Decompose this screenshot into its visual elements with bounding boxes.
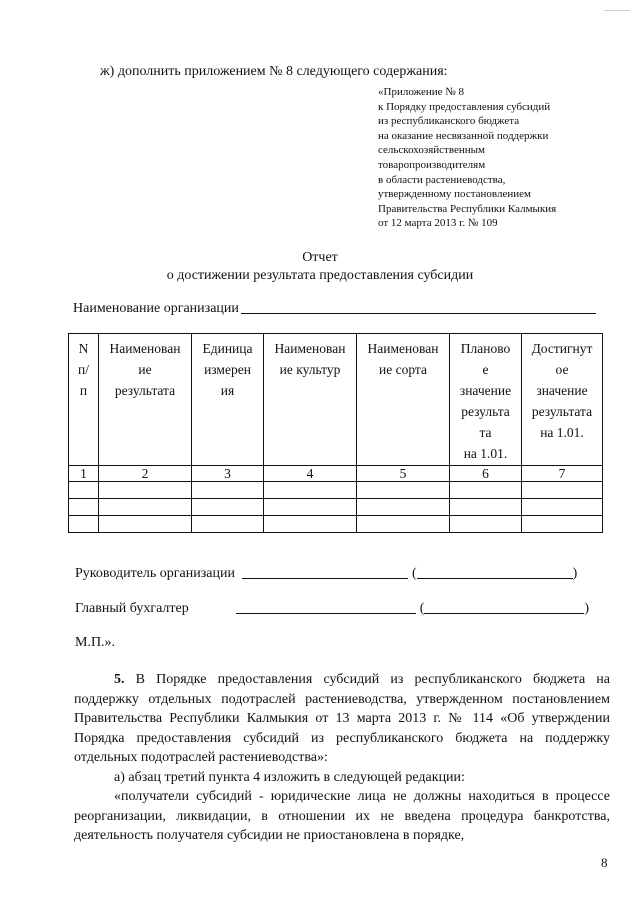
table-cell[interactable] [357,499,450,516]
quote-text: «получатели субсидий - юридические лица не должны находиться в процессе реорганизации, ликвидации, в отношении их не введена процедура банкротства, деятельность получателя субсидии не приостановлена в порядке, [74,789,610,843]
annex-line: «Приложение № 8 [378,86,465,98]
header-line: результата [531,404,593,419]
head-label: Руководитель организации [75,566,235,581]
head-signature-row [75,564,577,582]
header-cell-unit [192,334,264,466]
header-line: ое [555,362,569,377]
header-line: значение [536,383,588,398]
table-header-row [69,334,603,466]
report-subtitle: о достижении результата предоставления субсидии [166,268,474,283]
table-number-row [69,466,603,482]
header-line: Наименован [109,341,181,356]
annex-line: утвержденному постановлением [378,188,531,201]
annex-line: товаропроизводителям [378,158,486,171]
close-paren: ) [584,601,590,616]
header-cell-achieved [522,334,603,466]
header-cell-result [99,334,192,466]
section-5-paragraph [74,670,610,768]
annex-line: Правительства Республики Калмыкия [378,202,557,215]
table-cell[interactable] [522,499,603,516]
header-line: та [479,425,492,440]
head-name-blank[interactable] [417,564,573,579]
header-line: Наименован [367,341,439,356]
table-row [69,499,603,516]
report-title: Отчет [302,250,338,265]
header-cell-variety [357,334,450,466]
column-number: 7 [522,466,603,482]
header-line: на 1.01. [463,446,508,461]
table-row [69,482,603,499]
annex-line: к Порядку предоставления субсидий [378,100,551,113]
column-number: 4 [264,466,357,482]
header-line: значение [459,383,512,398]
annex-line: сельскохозяйственным [378,144,485,157]
head-signature-blank[interactable] [242,564,408,579]
annex-line: в области растениеводства, [378,173,506,186]
accountant-name-blank[interactable] [424,599,584,614]
accountant-signature-row [75,599,589,617]
header-line: ие [138,362,152,377]
table-row [69,516,603,533]
page-number: 8 [601,855,608,870]
header-line: ие сорта [379,362,427,377]
table-cell[interactable] [522,516,603,533]
table-cell[interactable] [99,516,192,533]
table-cell[interactable] [264,482,357,499]
table-cell[interactable] [192,516,264,533]
table-cell[interactable] [69,516,99,533]
header-cell-crop [264,334,357,466]
stamp-mark: М.П.». [75,635,116,650]
header-line: результата [114,383,176,398]
item-a: а) абзац третий пункта 4 изложить в следующей редакции: [114,769,465,785]
header-cell-number [69,334,99,466]
open-paren: ( [411,566,417,581]
table-cell[interactable] [357,482,450,499]
header-line: Единица [202,341,253,356]
annex-header [378,85,628,231]
table-cell[interactable] [69,482,99,499]
table-cell[interactable] [357,516,450,533]
header-line: N [78,341,89,356]
annex-line: от 12 марта 2013 г. № 109 [378,217,498,230]
table-cell[interactable] [99,482,192,499]
org-name-blank[interactable] [241,299,596,314]
header-line: п/ [78,362,89,377]
column-number: 1 [69,466,99,482]
header-line: ия [220,383,235,398]
report-table [68,333,603,533]
header-line: результа [461,404,510,419]
table-cell[interactable] [192,499,264,516]
table-cell[interactable] [450,482,522,499]
table-cell[interactable] [264,516,357,533]
header-line: на 1.01. [540,425,584,440]
org-name-label: Наименование организации [73,301,239,316]
annex-line: из республиканского бюджета [378,115,520,128]
header-line: Достигнут [531,341,593,356]
table-cell[interactable] [192,482,264,499]
section-number: 5. [114,672,125,687]
header-cell-planned [450,334,522,466]
section-5 [74,670,610,846]
table-cell[interactable] [69,499,99,516]
column-number: 5 [357,466,450,482]
table-cell[interactable] [264,499,357,516]
column-number: 6 [450,466,522,482]
org-name-row [73,299,596,317]
close-paren: ) [572,566,578,581]
column-number: 3 [192,466,264,482]
table-cell[interactable] [99,499,192,516]
header-line: Планово [460,341,511,356]
open-paren: ( [419,601,425,616]
page-edge-mark [604,10,630,11]
column-number: 2 [99,466,192,482]
header-line: Наименован [274,341,346,356]
table-cell[interactable] [522,482,603,499]
header-line: е [482,362,489,377]
accountant-signature-blank[interactable] [236,599,416,614]
header-line: п [79,383,88,398]
header-line: измерен [204,362,251,377]
section-5-text: В Порядке предоставления субсидий из республиканского бюджета на поддержку отдельных подотраслей растениеводства, утвержденном постановлением Правительства Республики Калмыкия от 13 марта 2013 г. № 114 «Об утверждении Порядка предоставления субсидий из республиканского бюджета на поддержку отдельных подотраслей растениеводства»: [74,672,611,765]
intro-line: ж) дополнить приложением № 8 следующего содержания: [100,64,448,79]
header-line: ие культур [279,362,341,377]
table-cell[interactable] [450,499,522,516]
accountant-label: Главный бухгалтер [75,601,189,616]
table-cell[interactable] [450,516,522,533]
annex-line: на оказание несвязанной поддержки [378,129,549,142]
